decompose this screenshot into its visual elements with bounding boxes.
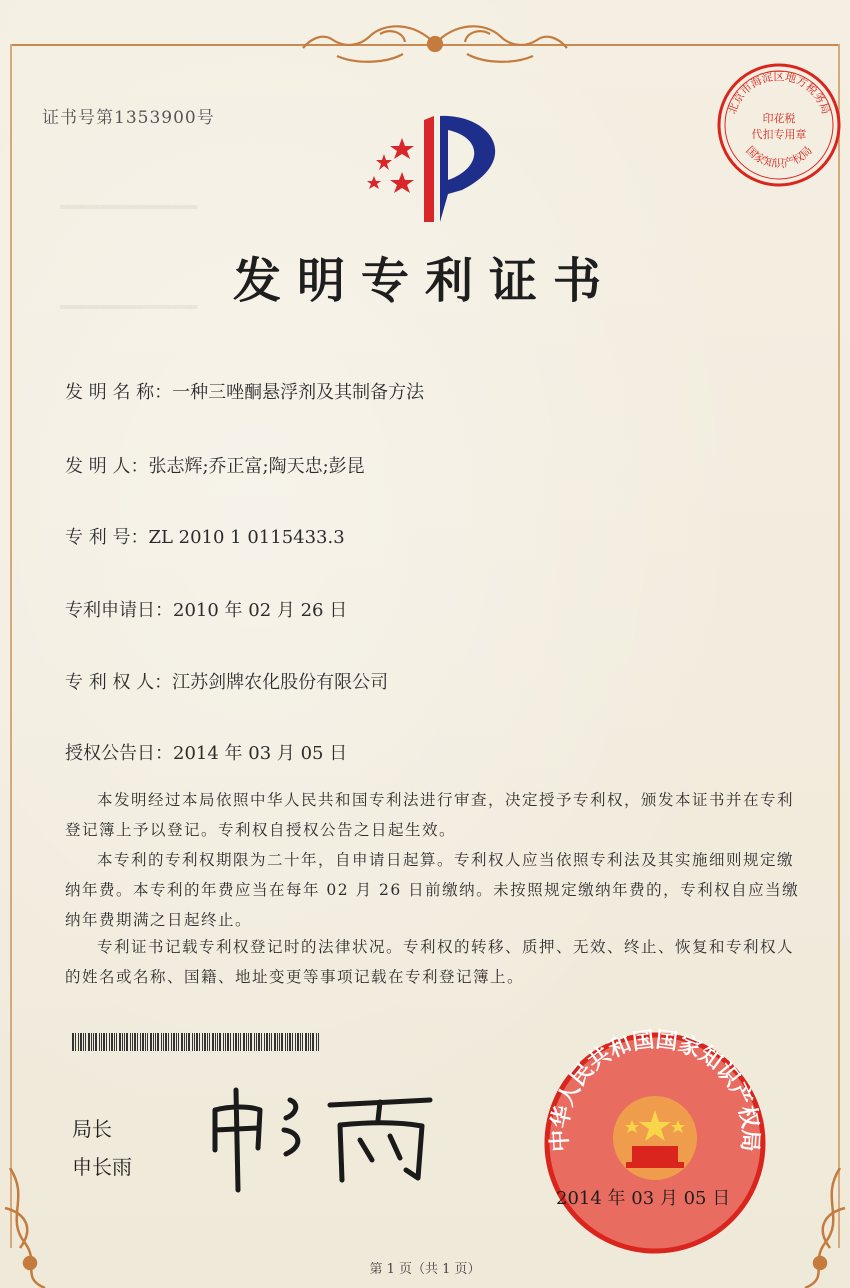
barcode-bar xyxy=(178,1033,179,1051)
barcode-bar xyxy=(165,1033,167,1051)
patent-office-logo-icon xyxy=(362,110,512,230)
field-label: 专 利 号： xyxy=(65,527,149,548)
barcode-bar xyxy=(83,1033,84,1051)
barcode-bar xyxy=(277,1033,278,1051)
barcode-bar xyxy=(157,1033,159,1051)
barcode-bar xyxy=(75,1033,76,1051)
barcode-bar xyxy=(310,1033,311,1051)
barcode-bar xyxy=(132,1033,133,1051)
barcode-bar xyxy=(163,1033,164,1051)
field-value: 张志辉;乔正富;陶天忠;彭昆 xyxy=(148,456,365,477)
barcode-bar xyxy=(258,1033,260,1051)
barcode-bar xyxy=(235,1033,237,1051)
barcode-bar xyxy=(217,1033,218,1051)
seal-ring-text: 北京市海淀区地方税务局 xyxy=(725,70,833,116)
barcode-bar xyxy=(312,1033,314,1051)
barcode-bar xyxy=(114,1033,115,1051)
barcode-bar xyxy=(215,1033,216,1051)
barcode-bar xyxy=(80,1033,82,1051)
barcode-bar xyxy=(207,1033,208,1051)
barcode-bar xyxy=(137,1033,138,1051)
seal-date: 2014 年 03 月 05 日 xyxy=(556,1188,731,1209)
seal-ring-text-bottom: 国家知识产权局 xyxy=(743,143,815,171)
barcode-bar xyxy=(155,1033,156,1051)
barcode-bar xyxy=(248,1033,249,1051)
barcode-bar xyxy=(269,1033,270,1051)
right-border-line xyxy=(838,44,840,1248)
page-footer: 第 1 页（共 1 页） xyxy=(369,1262,481,1277)
barcode-bar xyxy=(316,1033,317,1051)
barcode-bar xyxy=(181,1033,183,1051)
certificate-title: 发明专利证书 xyxy=(232,253,617,309)
barcode-bar xyxy=(318,1033,319,1051)
barcode-bar xyxy=(196,1033,198,1051)
barcode-bar xyxy=(176,1033,177,1051)
barcode-bar xyxy=(188,1033,190,1051)
barcode-bar xyxy=(130,1033,131,1051)
barcode-bar xyxy=(202,1033,203,1051)
barcode-bar xyxy=(72,1033,74,1051)
barcode-bar xyxy=(305,1033,307,1051)
field-value: ZL 2010 1 0115433.3 xyxy=(148,527,345,548)
field-label: 专 利 权 人： xyxy=(65,672,173,693)
left-border-line xyxy=(10,44,12,1248)
field-invention-name xyxy=(65,378,424,404)
background-trace: ═══════════════════ xyxy=(60,300,198,314)
barcode-bar xyxy=(124,1033,125,1051)
barcode-bar xyxy=(300,1033,301,1051)
barcode-bar xyxy=(250,1033,252,1051)
handwritten-signature xyxy=(200,1070,440,1200)
certificate-number: 证书号第1353900号 xyxy=(42,108,215,128)
field-patentee xyxy=(65,668,388,694)
barcode-bar xyxy=(95,1033,97,1051)
barcode-bar xyxy=(246,1033,247,1051)
barcode-icon xyxy=(72,1033,322,1051)
barcode-bar xyxy=(186,1033,187,1051)
field-value: 一种三唑酮悬浮剂及其制备方法 xyxy=(172,382,425,403)
barcode-bar xyxy=(134,1033,136,1051)
barcode-bar xyxy=(161,1033,162,1051)
barcode-bar xyxy=(233,1033,234,1051)
barcode-bar xyxy=(243,1033,245,1051)
barcode-bar xyxy=(126,1033,128,1051)
barcode-bar xyxy=(256,1033,257,1051)
barcode-bar xyxy=(106,1033,107,1051)
tax-stamp-seal xyxy=(714,60,844,190)
field-value: 江苏剑牌农化股份有限公司 xyxy=(172,672,389,693)
barcode-bar xyxy=(274,1033,276,1051)
barcode-bar xyxy=(285,1033,286,1051)
barcode-bar xyxy=(116,1033,117,1051)
barcode-bar xyxy=(85,1033,86,1051)
barcode-bar xyxy=(264,1033,265,1051)
barcode-bar xyxy=(240,1033,241,1051)
background-trace: ═══════════════════ xyxy=(60,200,198,214)
signer-title: 局长 xyxy=(72,1117,112,1141)
barcode-bar xyxy=(91,1033,92,1051)
seal-center-line1: 印花税 xyxy=(762,112,796,125)
barcode-bar xyxy=(302,1033,303,1051)
field-value: 2014 年 03 月 05 日 xyxy=(173,743,348,764)
barcode-bar xyxy=(78,1033,79,1051)
barcode-bar xyxy=(227,1033,229,1051)
barcode-bar xyxy=(212,1033,214,1051)
barcode-bar xyxy=(295,1033,296,1051)
barcode-bar xyxy=(254,1033,255,1051)
field-label: 发 明 名 称： xyxy=(65,382,173,403)
barcode-bar xyxy=(119,1033,121,1051)
barcode-bar xyxy=(230,1033,231,1051)
barcode-bar xyxy=(101,1033,102,1051)
top-ornament-icon xyxy=(285,14,585,70)
barcode-bar xyxy=(271,1033,272,1051)
barcode-bar xyxy=(219,1033,221,1051)
field-inventors xyxy=(65,452,365,478)
barcode-bar xyxy=(88,1033,90,1051)
field-patent-number xyxy=(65,523,345,549)
barcode-bar xyxy=(204,1033,206,1051)
barcode-bar xyxy=(194,1033,195,1051)
barcode-bar xyxy=(140,1033,141,1051)
signer-name: 申长雨 xyxy=(72,1155,132,1179)
barcode-bar xyxy=(142,1033,144,1051)
barcode-bar xyxy=(122,1033,123,1051)
barcode-bar xyxy=(93,1033,94,1051)
barcode-bar xyxy=(150,1033,152,1051)
paragraph-grant-statement: 本发明经过本局依照中华人民共和国专利法进行审查，决定授予专利权，颁发本证书并在专利登记簿上予以登记。专利权自授权公告之日起生效。 xyxy=(65,791,795,839)
barcode-bar xyxy=(238,1033,239,1051)
seal-center-line2: 代扣专用章 xyxy=(751,128,807,141)
barcode-bar xyxy=(279,1033,280,1051)
barcode-bar xyxy=(266,1033,268,1051)
svg-text:国家知识产权局 xyxy=(743,144,815,170)
barcode-bar xyxy=(153,1033,154,1051)
barcode-bar xyxy=(225,1033,226,1051)
paragraph-term-statement: 本专利的专利权期限为二十年，自申请日起算。专利权人应当依照专利法及其实施细则规定缴纳年费。本专利的年费应当在每年 02 月 26 日前缴纳。未按照规定缴纳年费的，专利权自应当缴纳年费期满之日起终止。 xyxy=(65,851,800,929)
barcode-bar xyxy=(308,1033,309,1051)
field-value: 2010 年 02 月 26 日 xyxy=(173,600,348,621)
field-label: 发 明 人： xyxy=(65,456,149,477)
barcode-bar xyxy=(171,1033,172,1051)
barcode-bar xyxy=(147,1033,148,1051)
barcode-bar xyxy=(173,1033,175,1051)
barcode-bar xyxy=(103,1033,105,1051)
barcode-bar xyxy=(184,1033,185,1051)
barcode-bar xyxy=(281,1033,283,1051)
barcode-bar xyxy=(292,1033,293,1051)
barcode-bar xyxy=(145,1033,146,1051)
field-grant-date xyxy=(65,739,347,765)
barcode-bar xyxy=(192,1033,193,1051)
barcode-bar xyxy=(109,1033,110,1051)
barcode-bar xyxy=(199,1033,200,1051)
field-application-date xyxy=(65,596,347,622)
barcode-bar xyxy=(223,1033,224,1051)
barcode-bar xyxy=(261,1033,262,1051)
barcode-bar xyxy=(168,1033,169,1051)
field-label: 专利申请日： xyxy=(65,600,173,621)
barcode-bar xyxy=(99,1033,100,1051)
barcode-bar xyxy=(289,1033,291,1051)
paragraph-legal-status: 专利证书记载专利权登记时的法律状况。专利权的转移、质押、无效、终止、恢复和专利权人的姓名或名称、国籍、地址变更等事项记载在专利登记簿上。 xyxy=(65,938,795,986)
seal-ring-text: 中华人民共和国国家知识产权局 xyxy=(547,1028,763,1153)
barcode-bar xyxy=(209,1033,210,1051)
field-label: 授权公告日： xyxy=(65,743,173,764)
barcode-bar xyxy=(111,1033,113,1051)
barcode-bar xyxy=(287,1033,288,1051)
office-seal xyxy=(540,1028,770,1258)
barcode-bar xyxy=(297,1033,299,1051)
